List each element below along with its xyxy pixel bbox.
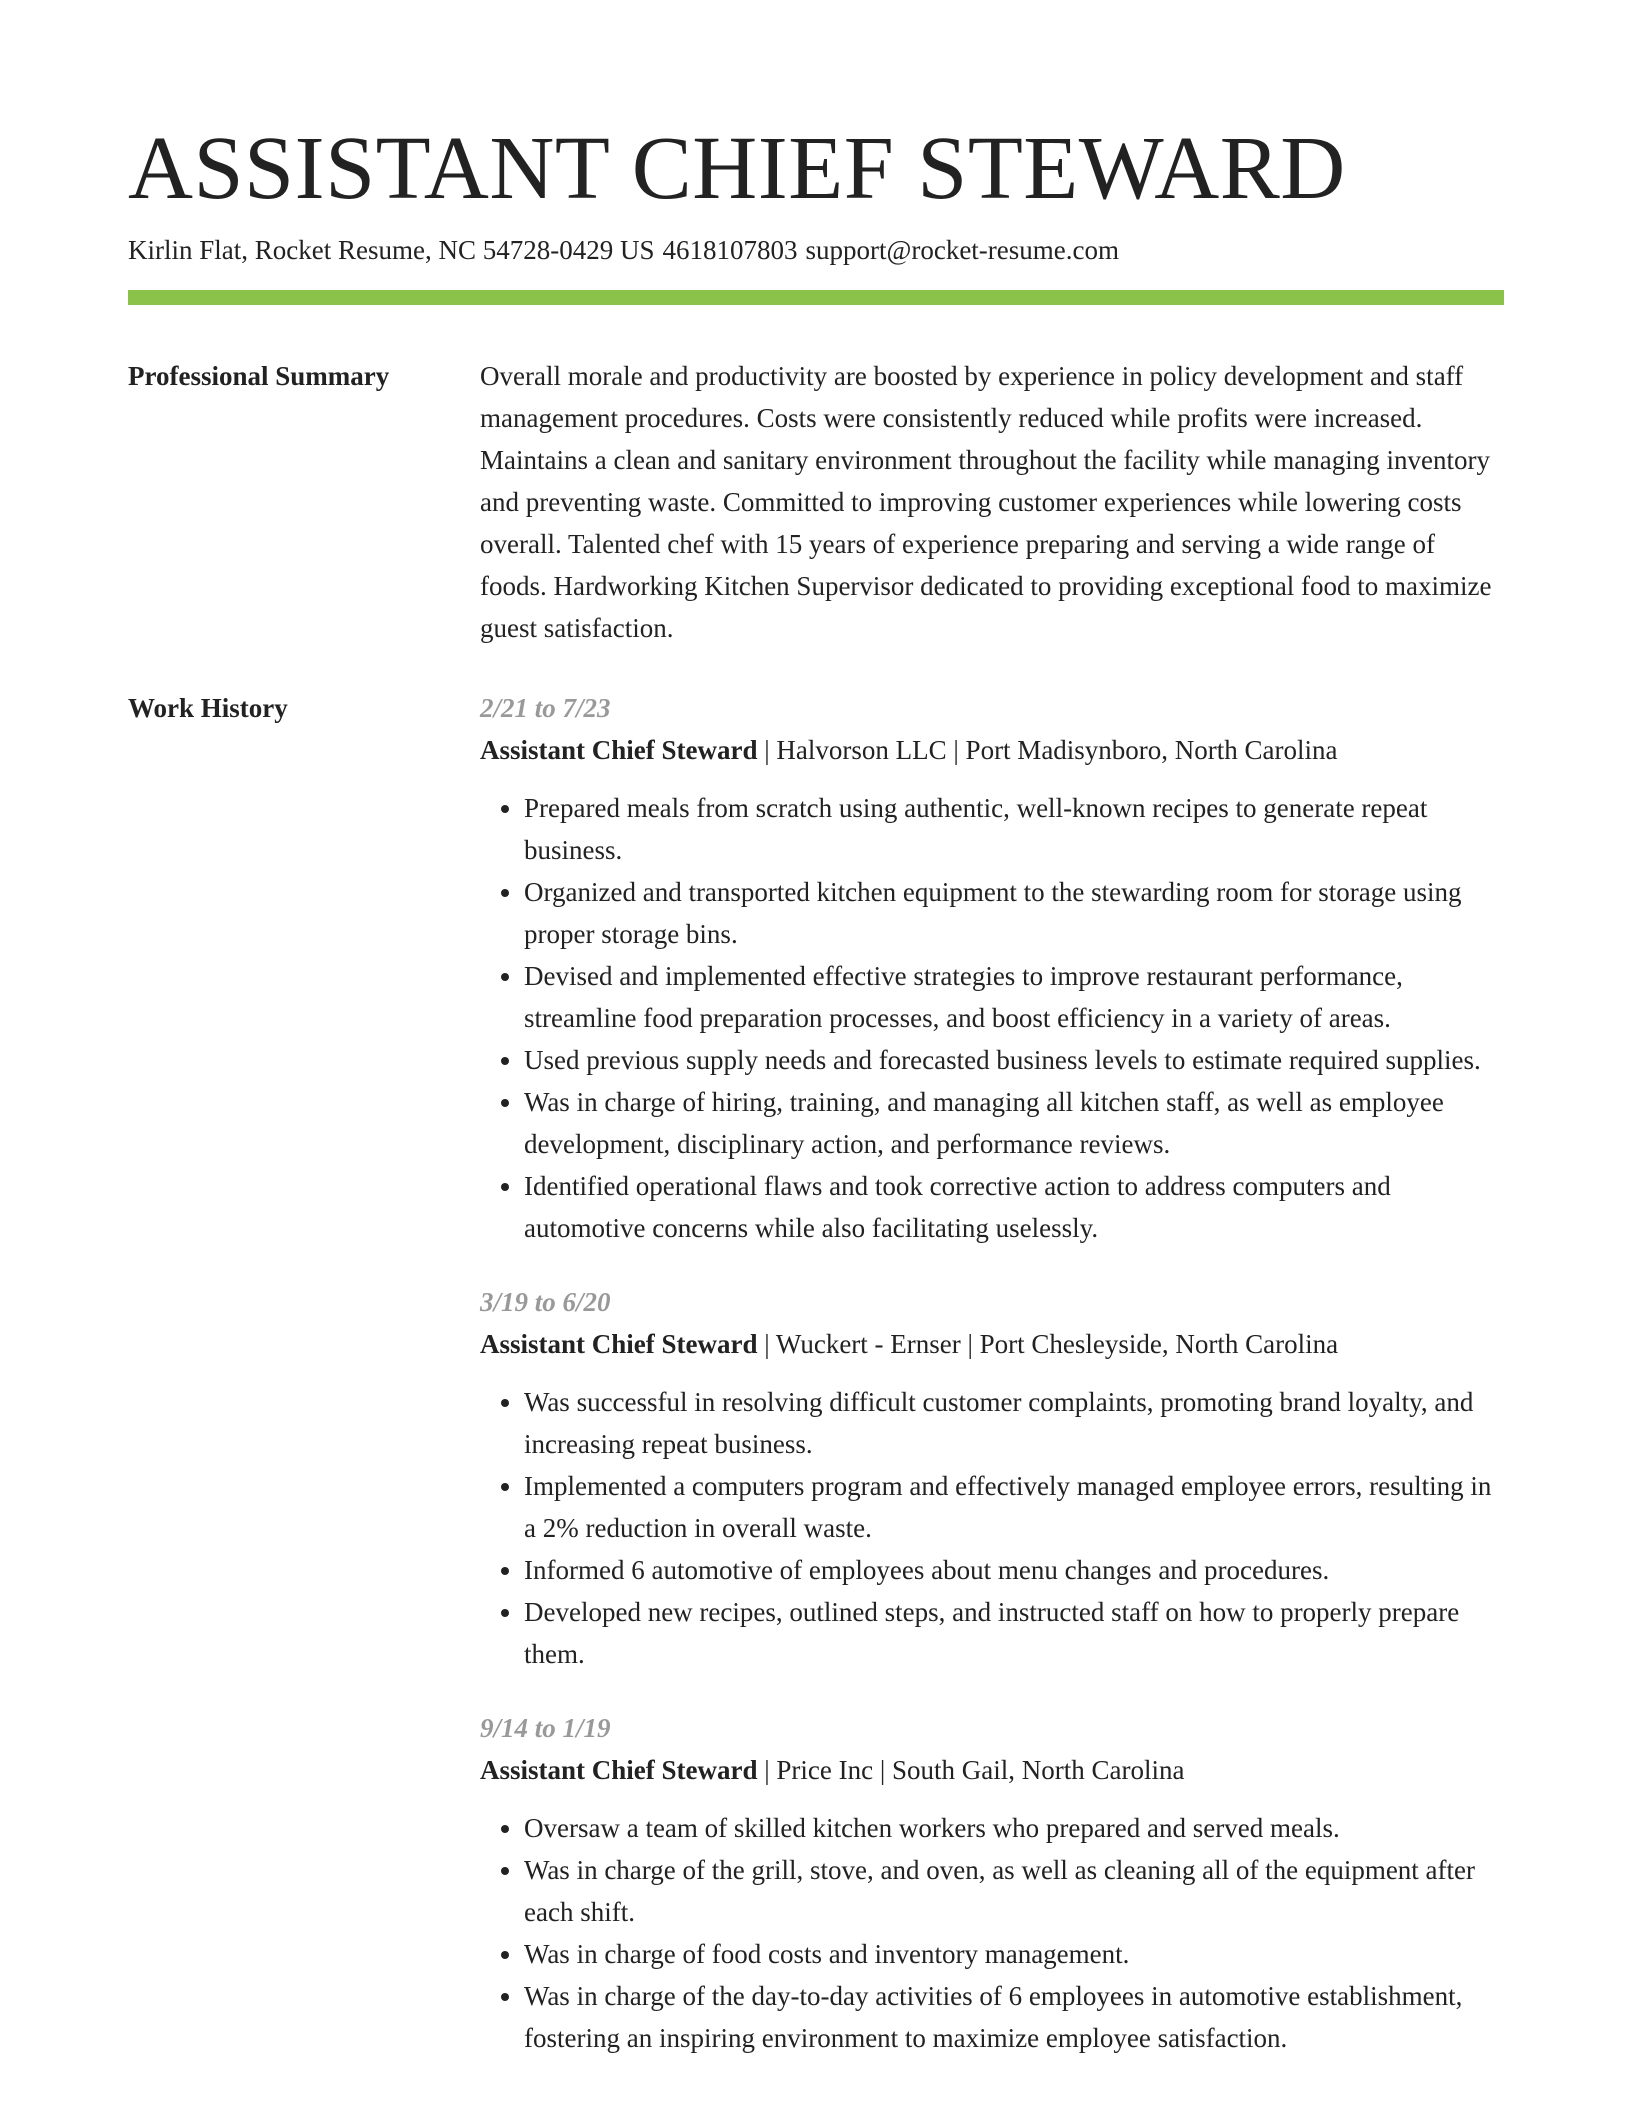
job-dates: 2/21 to 7/23 <box>480 693 611 724</box>
job-bullet: • Prepared meals from scratch using authentic, well-known recipes to generate repeat business. <box>524 787 1504 871</box>
contact-email: support@rocket-resume.com <box>805 235 1120 265</box>
job-dates: 9/14 to 1/19 <box>480 1713 611 1744</box>
job-dates: 3/19 to 6/20 <box>480 1287 611 1318</box>
job-bullet: • Was in charge of the grill, stove, and oven, as well as cleaning all of the equipment after each shift. <box>524 1849 1504 1933</box>
job-bullets <box>480 1381 1504 1675</box>
job-bullet: • Devised and implemented effective strategies to improve restaurant performance, streamline food preparation processes, and boost efficiency in a variety of areas. <box>524 955 1504 1039</box>
job-entry <box>480 1281 1504 1675</box>
job-title: Assistant Chief Steward <box>480 735 758 766</box>
job-entry <box>480 687 1504 1249</box>
header-divider <box>128 290 1504 305</box>
job-heading <box>480 729 1504 771</box>
job-bullet: • Was successful in resolving difficult customer complaints, promoting brand loyalty, and increasing repeat business. <box>524 1381 1504 1465</box>
job-heading <box>480 1323 1504 1365</box>
job-bullet: • Was in charge of the day-to-day activities of 6 employees in automotive establishment, fostering an inspiring environment to maximize employee satisfaction. <box>524 1975 1504 2059</box>
job-title: Assistant Chief Steward <box>480 1329 758 1360</box>
work-history-heading: Work History <box>128 693 288 724</box>
job-bullet: • Organized and transported kitchen equipment to the stewarding room for storage using proper storage bins. <box>524 871 1504 955</box>
job-details: | Halvorson LLC | Port Madisynboro, North Carolina <box>757 735 1338 766</box>
summary-heading: Professional Summary <box>128 361 390 392</box>
contact-address: Kirlin Flat, Rocket Resume, NC 54728-0429 US <box>128 235 655 265</box>
resume-name: ASSISTANT CHIEF STEWARD <box>128 119 1346 218</box>
job-bullet: • Implemented a computers program and effectively managed employee errors, resulting in a 2% reduction in overall waste. <box>524 1465 1504 1549</box>
job-details: | Wuckert - Ernser | Port Chesleyside, North Carolina <box>757 1329 1339 1360</box>
job-entry <box>480 1707 1504 2059</box>
job-bullet: • Was in charge of hiring, training, and managing all kitchen staff, as well as employee development, disciplinary action, and performance reviews. <box>524 1081 1504 1165</box>
job-bullet: • Oversaw a team of skilled kitchen workers who prepared and served meals. <box>524 1807 1504 1849</box>
contact-phone: 4618107803 <box>662 235 798 265</box>
job-details: | Price Inc | South Gail, North Carolina <box>757 1755 1185 1786</box>
job-bullet: • Developed new recipes, outlined steps, and instructed staff on how to properly prepare them. <box>524 1591 1504 1675</box>
summary-text: Overall morale and productivity are boosted by experience in policy development and staff management procedures. Costs were consistently reduced while profits were increased. Maintains a clean and sanitary environment throughout the facility while managing inventory and preventing waste. Committed to improving customer experiences while lowering costs overall. Talented chef with 15 years of experience preparing and serving a wide range of foods. Hardworking Kitchen Supervisor dedicated to providing exceptional food to maximize guest satisfaction. <box>480 361 1492 644</box>
work-history-section <box>128 687 1504 2091</box>
summary-section <box>128 355 1504 649</box>
job-bullet: • Was in charge of food costs and inventory management. <box>524 1933 1504 1975</box>
job-bullet: • Identified operational flaws and took corrective action to address computers and automotive concerns while also facilitating uselessly. <box>524 1165 1504 1249</box>
job-bullet: • Used previous supply needs and forecasted business levels to estimate required supplies. <box>524 1039 1504 1081</box>
job-heading <box>480 1749 1504 1791</box>
job-bullets <box>480 1807 1504 2059</box>
contact-line <box>128 234 1504 266</box>
job-bullets <box>480 787 1504 1249</box>
resume-page <box>128 0 1504 2091</box>
job-bullet: • Informed 6 automotive of employees about menu changes and procedures. <box>524 1549 1504 1591</box>
job-title: Assistant Chief Steward <box>480 1755 758 1786</box>
